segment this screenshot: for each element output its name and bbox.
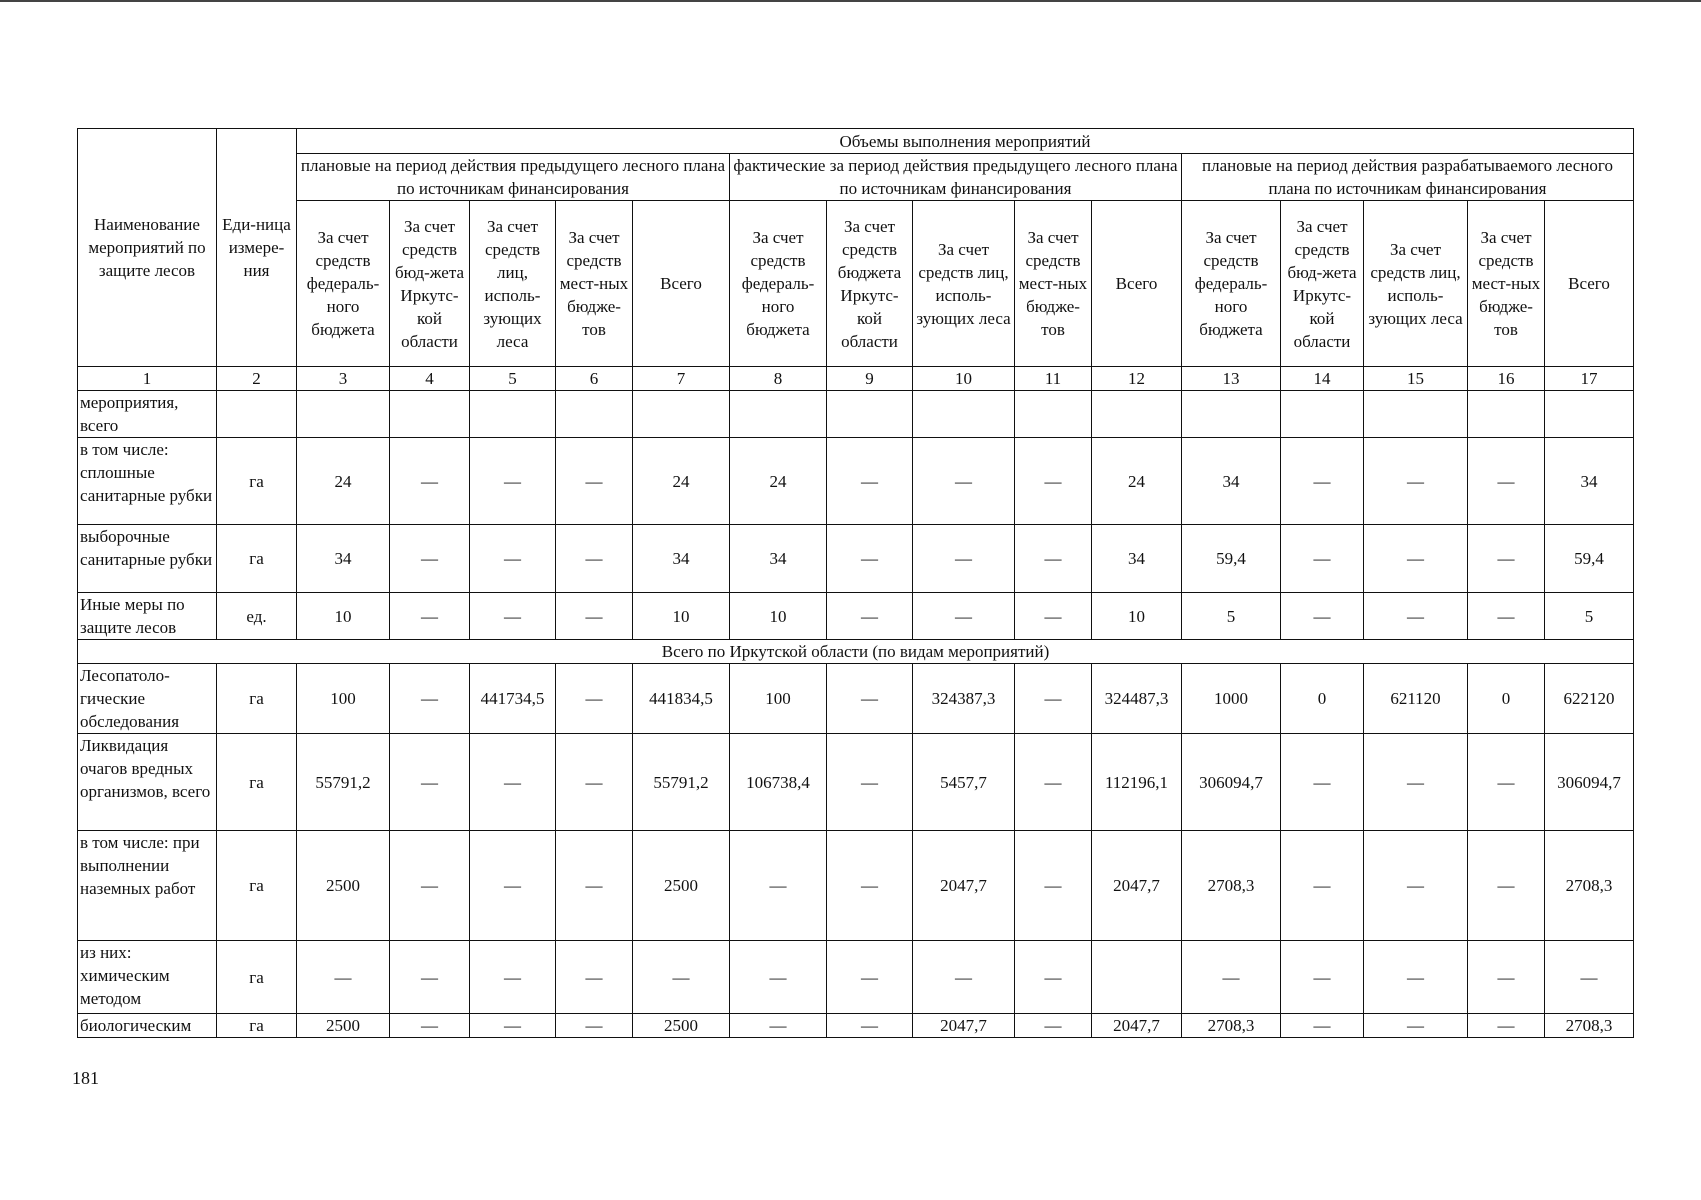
table-cell: 2500 bbox=[633, 1014, 730, 1038]
table-cell: — bbox=[470, 734, 556, 831]
table-cell bbox=[1182, 391, 1281, 438]
table-cell bbox=[390, 391, 470, 438]
table-cell: 10 bbox=[730, 593, 827, 640]
column-number: 8 bbox=[730, 367, 827, 391]
table-cell: 34 bbox=[633, 525, 730, 593]
top-border-line bbox=[0, 0, 1701, 3]
table-cell bbox=[730, 391, 827, 438]
header-sub: Всего bbox=[1545, 201, 1634, 367]
row-unit: га bbox=[217, 664, 297, 734]
column-number: 15 bbox=[1364, 367, 1468, 391]
table-cell: 100 bbox=[297, 664, 390, 734]
column-number: 17 bbox=[1545, 367, 1634, 391]
table-cell: — bbox=[390, 941, 470, 1014]
column-number: 13 bbox=[1182, 367, 1281, 391]
table-cell bbox=[1092, 941, 1182, 1014]
header-unit-col: Еди-ница измере-ния bbox=[217, 129, 297, 367]
table-row bbox=[78, 734, 1634, 831]
column-number: 5 bbox=[470, 367, 556, 391]
table-cell: 1000 bbox=[1182, 664, 1281, 734]
table-row bbox=[78, 941, 1634, 1014]
table-cell: — bbox=[827, 664, 913, 734]
header-sub: За счет средств федераль-ного бюджета bbox=[1182, 201, 1281, 367]
table-cell: 34 bbox=[1182, 438, 1281, 525]
table-cell: — bbox=[913, 525, 1015, 593]
table-cell: — bbox=[1281, 734, 1364, 831]
row-name: из них: химическим методом bbox=[78, 941, 217, 1014]
table-row bbox=[78, 391, 1634, 438]
table-cell: 2500 bbox=[297, 831, 390, 941]
table-cell: — bbox=[827, 593, 913, 640]
table-cell bbox=[297, 391, 390, 438]
header-sub: Всего bbox=[633, 201, 730, 367]
header-sub: За счет средств бюд-жета Иркутс-кой области bbox=[1281, 201, 1364, 367]
table-cell: 112196,1 bbox=[1092, 734, 1182, 831]
table-cell: — bbox=[556, 438, 633, 525]
table-cell: 2047,7 bbox=[913, 831, 1015, 941]
table-cell: — bbox=[470, 1014, 556, 1038]
table-cell: 2500 bbox=[297, 1014, 390, 1038]
table-cell: — bbox=[470, 831, 556, 941]
table-cell: — bbox=[470, 525, 556, 593]
table-cell: 2708,3 bbox=[1545, 1014, 1634, 1038]
table-cell: 10 bbox=[633, 593, 730, 640]
table-cell: 621120 bbox=[1364, 664, 1468, 734]
table-cell: 2708,3 bbox=[1182, 1014, 1281, 1038]
table-cell: — bbox=[556, 664, 633, 734]
header-sub: За счет средств лиц, исполь-зующих леса bbox=[913, 201, 1015, 367]
table-cell: 34 bbox=[1545, 438, 1634, 525]
row-unit: га bbox=[217, 525, 297, 593]
row-name: Иные меры по защите лесов bbox=[78, 593, 217, 640]
table-cell: 2047,7 bbox=[913, 1014, 1015, 1038]
table-cell: — bbox=[1468, 941, 1545, 1014]
column-number: 2 bbox=[217, 367, 297, 391]
table-cell bbox=[1092, 391, 1182, 438]
table-cell: — bbox=[390, 593, 470, 640]
table-cell: 106738,4 bbox=[730, 734, 827, 831]
table-cell: 2047,7 bbox=[1092, 1014, 1182, 1038]
row-unit: га bbox=[217, 1014, 297, 1038]
table-cell: — bbox=[390, 525, 470, 593]
column-number: 3 bbox=[297, 367, 390, 391]
header-sub: За счет средств мест-ных бюдже-тов bbox=[1015, 201, 1092, 367]
table-cell bbox=[1364, 391, 1468, 438]
table-cell: — bbox=[1364, 831, 1468, 941]
table-cell: — bbox=[913, 438, 1015, 525]
table-cell: 2047,7 bbox=[1092, 831, 1182, 941]
table-cell: — bbox=[730, 1014, 827, 1038]
header-volumes-title: Объемы выполнения мероприятий bbox=[297, 129, 1634, 154]
table-cell: — bbox=[1015, 593, 1092, 640]
header-sub: За счет средств федераль-ного бюджета bbox=[297, 201, 390, 367]
header-sub: За счет средств лиц, исполь-зующих леса bbox=[1364, 201, 1468, 367]
row-unit: ед. bbox=[217, 593, 297, 640]
table-cell: — bbox=[1281, 1014, 1364, 1038]
row-unit: га bbox=[217, 831, 297, 941]
table-cell bbox=[633, 391, 730, 438]
table-cell: — bbox=[390, 438, 470, 525]
table-cell: 34 bbox=[297, 525, 390, 593]
section-title: Всего по Иркутской области (по видам мероприятий) bbox=[78, 640, 1634, 664]
table-cell: 24 bbox=[730, 438, 827, 525]
header-sub: За счет средств мест-ных бюдже-тов bbox=[1468, 201, 1545, 367]
table-cell: — bbox=[556, 593, 633, 640]
row-unit: га bbox=[217, 438, 297, 525]
table-cell: — bbox=[1281, 593, 1364, 640]
header-sub: За счет средств федераль-ного бюджета bbox=[730, 201, 827, 367]
table-cell: — bbox=[1015, 1014, 1092, 1038]
table-cell: — bbox=[1015, 941, 1092, 1014]
column-number: 11 bbox=[1015, 367, 1092, 391]
table-cell: 34 bbox=[1092, 525, 1182, 593]
table-cell: — bbox=[913, 941, 1015, 1014]
table-cell: 55791,2 bbox=[633, 734, 730, 831]
table-cell: 0 bbox=[1281, 664, 1364, 734]
table-cell: 34 bbox=[730, 525, 827, 593]
table-cell: — bbox=[556, 831, 633, 941]
table-cell bbox=[1468, 391, 1545, 438]
table-cell: — bbox=[1182, 941, 1281, 1014]
table-row bbox=[78, 664, 1634, 734]
row-unit: га bbox=[217, 734, 297, 831]
table-cell: — bbox=[827, 831, 913, 941]
table-cell: — bbox=[390, 831, 470, 941]
header-name-col: Наименование мероприятий по защите лесов bbox=[78, 129, 217, 367]
row-name: биологическим bbox=[78, 1014, 217, 1038]
table-cell: 24 bbox=[633, 438, 730, 525]
table-cell: — bbox=[827, 438, 913, 525]
table-cell: — bbox=[470, 941, 556, 1014]
column-number: 16 bbox=[1468, 367, 1545, 391]
row-unit bbox=[217, 391, 297, 438]
table-cell: — bbox=[1468, 438, 1545, 525]
forest-protection-table bbox=[77, 128, 1634, 1038]
table-cell: — bbox=[297, 941, 390, 1014]
table-cell: — bbox=[1281, 941, 1364, 1014]
table-cell: 24 bbox=[1092, 438, 1182, 525]
table-cell: 324487,3 bbox=[1092, 664, 1182, 734]
table-cell: 5457,7 bbox=[913, 734, 1015, 831]
header-group-planned-new: плановые на период действия разрабатываемого лесного плана по источникам финансирования bbox=[1182, 154, 1634, 201]
column-number: 7 bbox=[633, 367, 730, 391]
table-cell: 324387,3 bbox=[913, 664, 1015, 734]
table-cell: — bbox=[730, 831, 827, 941]
table-cell: — bbox=[1015, 734, 1092, 831]
header-sub: За счет средств лиц, исполь-зующих леса bbox=[470, 201, 556, 367]
table-cell: — bbox=[1015, 525, 1092, 593]
table-row bbox=[78, 1014, 1634, 1038]
table-cell: — bbox=[390, 734, 470, 831]
table-cell: 5 bbox=[1182, 593, 1281, 640]
column-number-row bbox=[78, 367, 1634, 391]
table-cell: — bbox=[390, 664, 470, 734]
table-cell: — bbox=[1364, 438, 1468, 525]
row-unit: га bbox=[217, 941, 297, 1014]
table-cell: — bbox=[1468, 734, 1545, 831]
table-cell: — bbox=[633, 941, 730, 1014]
table-cell: — bbox=[470, 593, 556, 640]
header-sub: За счет средств бюджета Иркутс-кой области bbox=[827, 201, 913, 367]
table-cell: 2708,3 bbox=[1545, 831, 1634, 941]
header-sub: За счет средств бюд-жета Иркутс-кой области bbox=[390, 201, 470, 367]
row-name: в том числе: при выполнении наземных работ bbox=[78, 831, 217, 941]
table-cell: — bbox=[1468, 831, 1545, 941]
table-cell: — bbox=[1364, 525, 1468, 593]
column-number: 4 bbox=[390, 367, 470, 391]
table-cell: 24 bbox=[297, 438, 390, 525]
table-cell: — bbox=[827, 734, 913, 831]
table-cell: 10 bbox=[1092, 593, 1182, 640]
table-row bbox=[78, 593, 1634, 640]
table-cell: — bbox=[1364, 593, 1468, 640]
table-cell: — bbox=[390, 1014, 470, 1038]
table-cell: — bbox=[1015, 831, 1092, 941]
table-cell: — bbox=[827, 941, 913, 1014]
table-cell: — bbox=[1281, 831, 1364, 941]
table-cell bbox=[1015, 391, 1092, 438]
column-number: 9 bbox=[827, 367, 913, 391]
row-name: мероприятия, всего bbox=[78, 391, 217, 438]
table-cell: — bbox=[913, 593, 1015, 640]
column-number: 10 bbox=[913, 367, 1015, 391]
header-sub: За счет средств мест-ных бюдже-тов bbox=[556, 201, 633, 367]
table-cell: — bbox=[1281, 438, 1364, 525]
header-sub: Всего bbox=[1092, 201, 1182, 367]
table-cell: 100 bbox=[730, 664, 827, 734]
table-cell: 10 bbox=[297, 593, 390, 640]
page-number: 181 bbox=[72, 1068, 99, 1088]
header-group-actual-prev: фактические за период действия предыдущего лесного плана по источникам финансирования bbox=[730, 154, 1182, 201]
table-cell: — bbox=[556, 1014, 633, 1038]
table-cell bbox=[827, 391, 913, 438]
table-cell: — bbox=[1364, 734, 1468, 831]
table-cell: — bbox=[556, 734, 633, 831]
row-name: выборочные санитарные рубки bbox=[78, 525, 217, 593]
row-name: Ликвидация очагов вредных организмов, всего bbox=[78, 734, 217, 831]
table-cell: 59,4 bbox=[1545, 525, 1634, 593]
table-cell bbox=[470, 391, 556, 438]
table-cell: 55791,2 bbox=[297, 734, 390, 831]
table-cell bbox=[1281, 391, 1364, 438]
table-row bbox=[78, 525, 1634, 593]
table-row bbox=[78, 438, 1634, 525]
table-cell: — bbox=[1468, 1014, 1545, 1038]
table-cell: 306094,7 bbox=[1182, 734, 1281, 831]
column-number: 1 bbox=[78, 367, 217, 391]
column-number: 14 bbox=[1281, 367, 1364, 391]
table-cell: 2500 bbox=[633, 831, 730, 941]
table-cell bbox=[556, 391, 633, 438]
table-cell: — bbox=[1468, 525, 1545, 593]
table-cell: — bbox=[827, 525, 913, 593]
table-cell: 59,4 bbox=[1182, 525, 1281, 593]
table-cell: — bbox=[470, 438, 556, 525]
table-cell bbox=[913, 391, 1015, 438]
table-cell: 441834,5 bbox=[633, 664, 730, 734]
table-cell: 0 bbox=[1468, 664, 1545, 734]
table-cell: — bbox=[1364, 1014, 1468, 1038]
header-group-planned-prev: плановые на период действия предыдущего лесного плана по источникам финансирования bbox=[297, 154, 730, 201]
table-cell: — bbox=[556, 525, 633, 593]
table-cell: — bbox=[556, 941, 633, 1014]
table-cell: — bbox=[1015, 664, 1092, 734]
table-cell: 306094,7 bbox=[1545, 734, 1634, 831]
table-cell: 5 bbox=[1545, 593, 1634, 640]
table-cell: 622120 bbox=[1545, 664, 1634, 734]
table-cell: — bbox=[1015, 438, 1092, 525]
row-name: Лесопатоло-гические обследования bbox=[78, 664, 217, 734]
table-cell bbox=[1545, 391, 1634, 438]
table-cell: — bbox=[730, 941, 827, 1014]
row-name: в том числе: сплошные санитарные рубки bbox=[78, 438, 217, 525]
table-cell: — bbox=[1364, 941, 1468, 1014]
table-cell: — bbox=[1468, 593, 1545, 640]
table-row bbox=[78, 831, 1634, 941]
column-number: 12 bbox=[1092, 367, 1182, 391]
table-cell: 2708,3 bbox=[1182, 831, 1281, 941]
table-cell: 441734,5 bbox=[470, 664, 556, 734]
table-cell: — bbox=[1281, 525, 1364, 593]
column-number: 6 bbox=[556, 367, 633, 391]
table-cell: — bbox=[1545, 941, 1634, 1014]
table-cell: — bbox=[827, 1014, 913, 1038]
